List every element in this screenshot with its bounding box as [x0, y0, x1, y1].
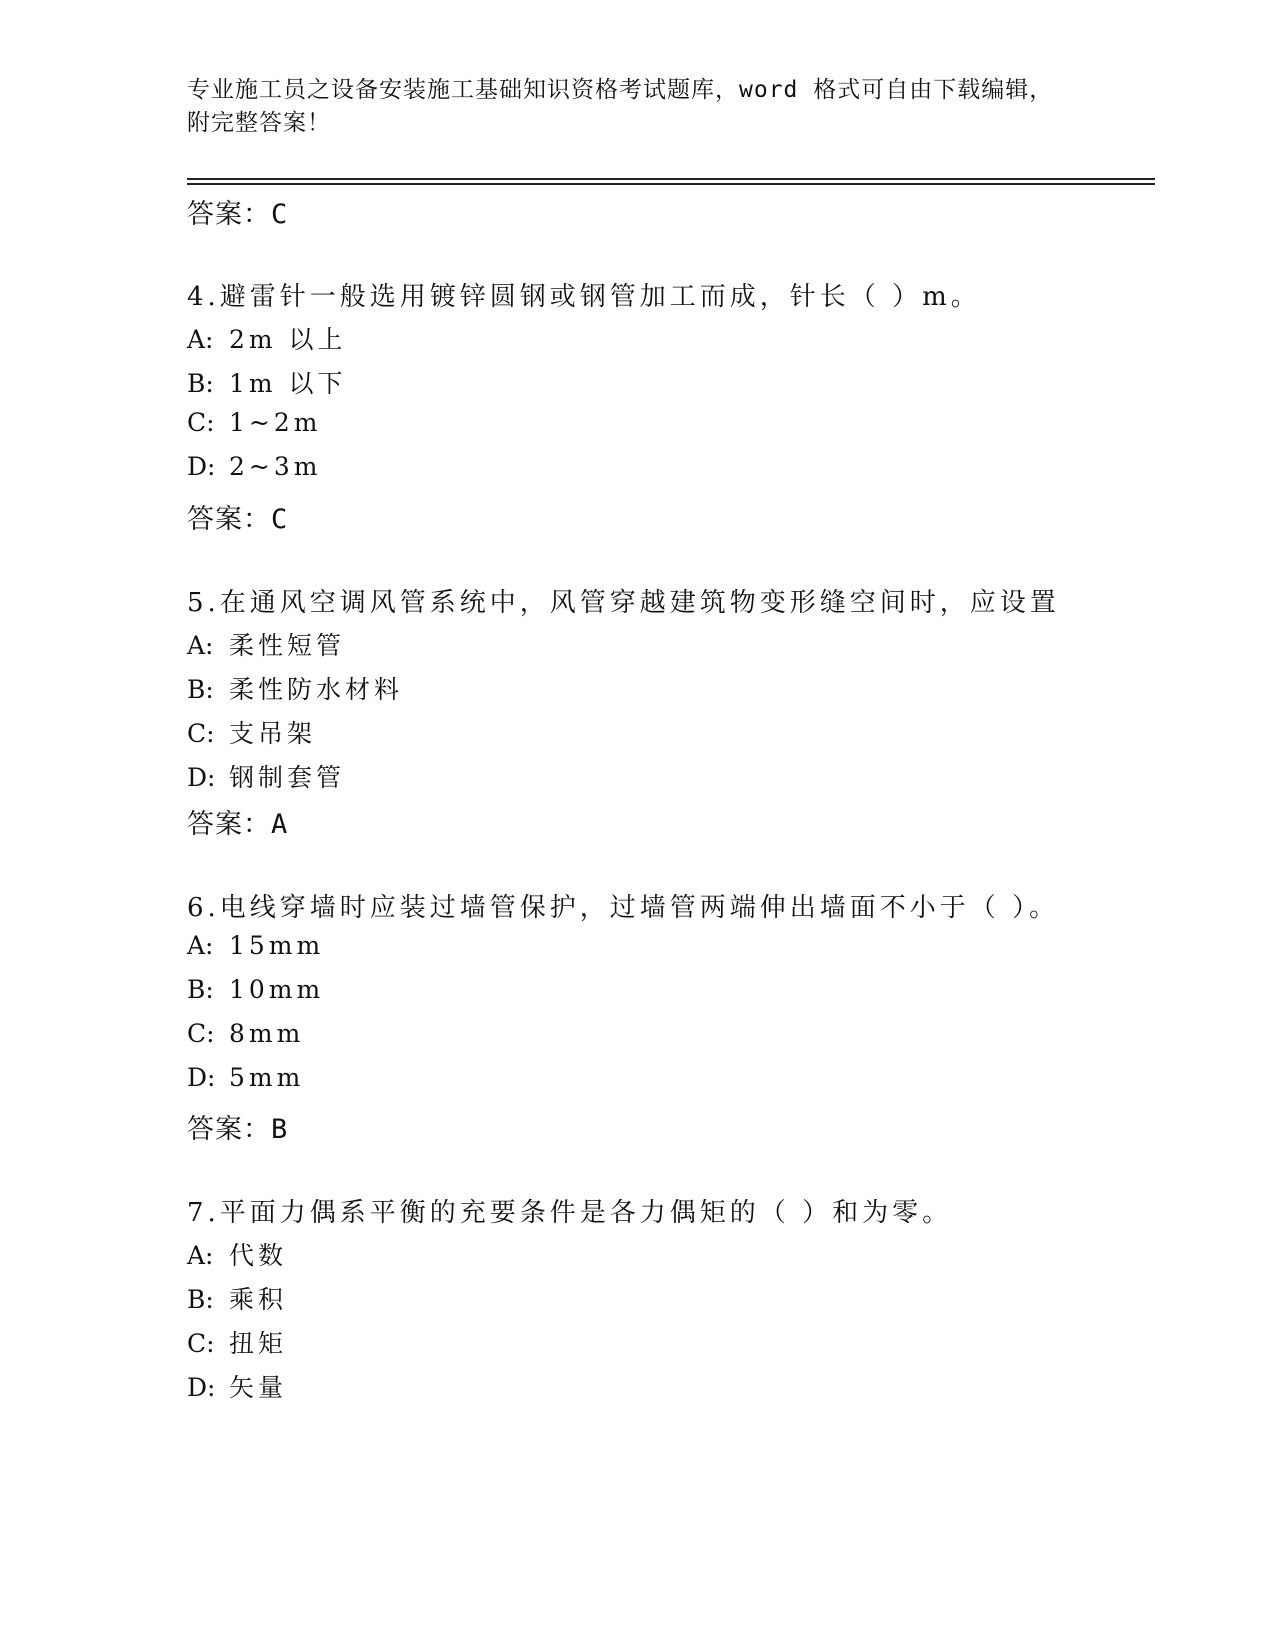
question-7-option-b: [187, 1280, 287, 1316]
option-text: 5mm: [229, 1063, 305, 1092]
option-text: 10mm: [229, 975, 325, 1004]
option-letter: D:: [187, 1063, 216, 1092]
option-letter: A:: [187, 631, 214, 660]
option-letter: B:: [187, 369, 214, 398]
option-letter: A:: [187, 325, 214, 354]
option-text: 柔性防水材料: [229, 675, 404, 704]
question-4-stem: 4.避雷针一般选用镀锌圆钢或钢管加工而成，针长（ ）m。: [187, 282, 981, 312]
question-6-option-a: [187, 931, 324, 960]
question-4-option-b: [187, 364, 347, 400]
option-letter: C:: [187, 719, 215, 748]
question-4-option-a: [187, 320, 347, 356]
option-text: 2~3m: [229, 452, 322, 481]
option-text: 8mm: [229, 1019, 305, 1048]
option-letter: A:: [187, 1241, 214, 1270]
option-letter: C:: [187, 1329, 215, 1358]
question-6-answer: 答案：B: [187, 1114, 289, 1145]
question-6-stem: 6.电线穿墙时应装过墙管保护，过墙管两端伸出墙面不小于（ ）。: [187, 893, 1060, 923]
option-letter: C:: [187, 408, 215, 437]
option-text: 支吊架: [229, 719, 317, 748]
option-text: 柔性短管: [229, 631, 346, 660]
question-5-option-b: [187, 670, 403, 706]
question-5-option-a: [187, 626, 345, 662]
question-5-answer: 答案：A: [187, 809, 289, 840]
option-letter: A:: [187, 931, 214, 960]
question-6-option-c: [187, 1019, 304, 1048]
option-text: 矢量: [229, 1373, 288, 1402]
option-letter: D:: [187, 452, 216, 481]
option-text: 钢制套管: [229, 763, 346, 792]
document-header: [187, 74, 1067, 140]
option-text: 代数: [229, 1241, 288, 1270]
option-letter: B:: [187, 975, 214, 1004]
option-text: 1m 以下: [229, 369, 347, 398]
question-7-option-c: [187, 1324, 287, 1360]
question-4-option-c: [187, 408, 321, 437]
option-letter: B:: [187, 675, 214, 704]
question-7-option-d: [187, 1368, 287, 1404]
header-divider-top: [187, 178, 1155, 180]
question-7-option-a: [187, 1236, 287, 1272]
option-text: 扭矩: [229, 1329, 288, 1358]
question-5-stem: 5.在通风空调风管系统中，风管穿越建筑物变形缝空间时，应设置: [187, 588, 1060, 618]
answer-previous: 答案：C: [187, 199, 289, 230]
question-5-option-c: [187, 714, 316, 750]
question-7-stem: 7.平面力偶系平衡的充要条件是各力偶矩的（ ）和为零。: [187, 1198, 953, 1228]
header-line-1: 专业施工员之设备安装施工基础知识资格考试题库，word 格式可自由下载编辑，: [187, 77, 1054, 103]
option-text: 2m 以上: [229, 325, 347, 354]
option-letter: D:: [187, 763, 216, 792]
option-letter: C:: [187, 1019, 215, 1048]
question-4-answer: 答案：C: [187, 504, 289, 535]
question-4-option-d: [187, 452, 321, 481]
option-text: 乘积: [229, 1285, 288, 1314]
header-line-2: 附完整答案！: [187, 110, 331, 136]
question-5-option-d: [187, 758, 345, 794]
header-divider-bottom: [187, 183, 1155, 185]
question-6-option-d: [187, 1063, 304, 1092]
question-6-option-b: [187, 975, 324, 1004]
option-text: 1~2m: [229, 408, 322, 437]
option-letter: D:: [187, 1373, 216, 1402]
option-text: 15mm: [229, 931, 325, 960]
option-letter: B:: [187, 1285, 214, 1314]
